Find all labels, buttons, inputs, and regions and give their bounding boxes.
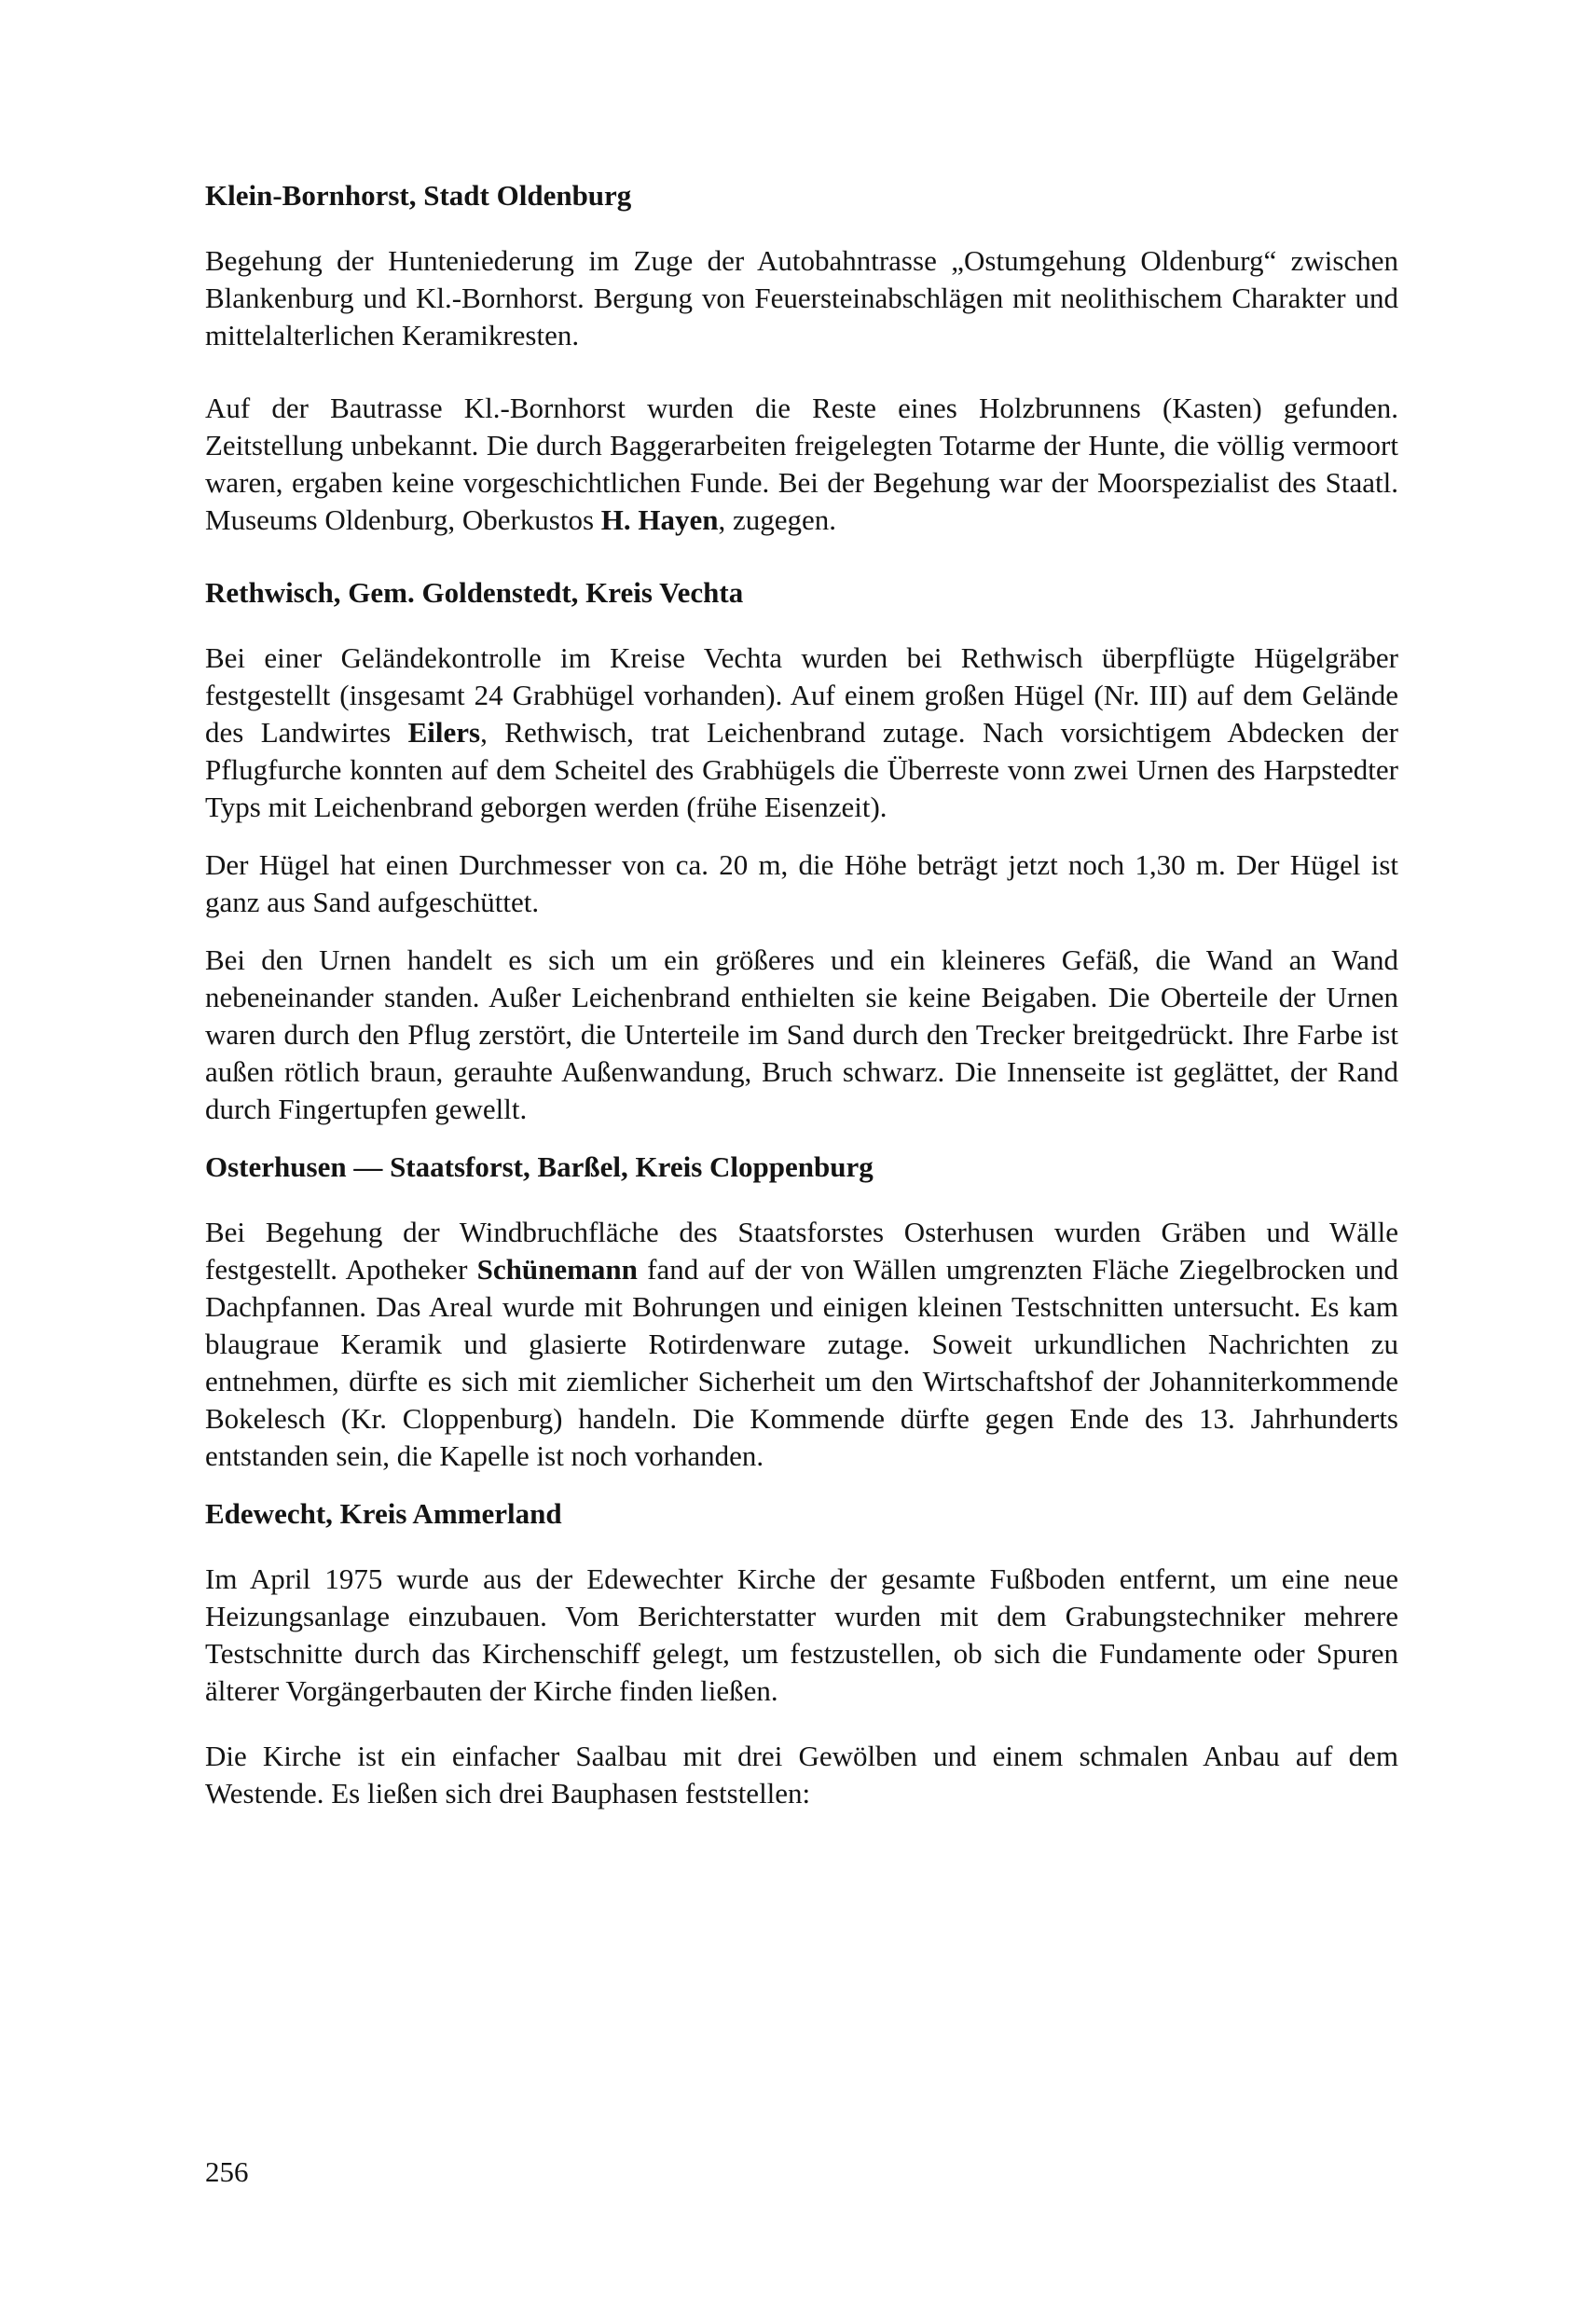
section-heading-edewecht: Edewecht, Kreis Ammerland: [205, 1497, 562, 1530]
paragraph-text: Auf der Bautrasse Kl.-Bornhorst wurden die Reste eines Holzbrunnens (Kasten) gefunden. Zeitstellung unbekannt. Die durch Baggerarbeiten freigelegten Totarme der Hunte, die völlig vermoort waren, ergaben keine vorgeschichtlichen Funde. Bei der Begehung war der Moorspezialist des Staatl. Museums Oldenburg, Oberkustos: [205, 392, 1398, 536]
paragraph: Der Hügel hat einen Durchmesser von ca. 20 m, die Höhe beträgt jetzt noch 1,30 m. Der Hügel ist ganz aus Sand aufgeschüttet.: [205, 848, 1398, 918]
paragraph: [205, 640, 1398, 826]
person-name: Schünemann: [476, 1253, 638, 1286]
paragraph: Bei den Urnen handelt es sich um ein größeres und ein kleineres Gefäß, die Wand an Wand nebeneinander standen. Außer Leichenbrand enthielten sie keine Beigaben. Die Oberteile der Urnen waren durch den Pflug zerstört, die Unterteile im Sand durch den Trecker breitgedrückt. Ihre Farbe ist außen rötlich braun, gerauhte Außenwandung, Bruch schwarz. Die Innenseite ist geglättet, der Rand durch Fingertupfen gewellt.: [205, 943, 1398, 1125]
page-body: [205, 177, 1398, 1812]
paragraph-text: Bei einer Geländekontrolle im Kreise Vechta wurden bei Rethwisch überpflügte Hügelgräber festgestellt (insgesamt 24 Grabhügel vorhanden). Auf einem großen Hügel (Nr. III) auf dem Gelände des Landwirtes: [205, 641, 1398, 749]
paragraph-text: Bei Begehung der Windbruchfläche des Staatsforstes Osterhusen wurden Gräben und Wälle festgestellt. Apotheker: [205, 1216, 1398, 1286]
person-name: H. Hayen: [600, 503, 719, 536]
paragraph-text: fand auf der von Wällen umgrenzten Fläche Ziegelbrocken und Dachpfannen. Das Areal wurde mit Bohrungen und einigen kleinen Testschnitten untersucht. Es kam blaugraue Keramik und glasierte Rotirdenware zutage. Soweit urkundlichen Nachrichten zu entnehmen, dürfte es sich mit ziemlicher Sicherheit um den Wirtschaftshof der Johanniterkommende Bokelesch (Kr. Cloppenburg) handeln. Die Kommende dürfte gegen Ende des 13. Jahrhunderts entstanden sein, die Kapelle ist noch vorhanden.: [205, 1253, 1399, 1472]
paragraph-text: , zugegen.: [718, 503, 837, 536]
section-heading-osterhusen: Osterhusen — Staatsforst, Barßel, Kreis Cloppenburg: [205, 1150, 874, 1183]
section-heading-rethwisch: Rethwisch, Gem. Goldenstedt, Kreis Vechta: [205, 576, 744, 609]
page-number: 256: [205, 2155, 249, 2188]
person-name: Eilers: [407, 716, 481, 749]
paragraph: [205, 1214, 1398, 1475]
paragraph: Begehung der Hunteniederung im Zuge der Autobahntrasse „Ostumgehung Oldenburg“ zwischen Blankenburg und Kl.-Bornhorst. Bergung von Feuersteinabschlägen mit neolithischem Charakter und mittelalterlichen Keramikresten.: [205, 244, 1398, 351]
paragraph: Im April 1975 wurde aus der Edewechter Kirche der gesamte Fußboden entfernt, um eine neue Heizungsanlage einzubauen. Vom Berichterstatter wurden mit dem Grabungstechniker mehrere Testschnitte durch das Kirchenschiff gelegt, um festzustellen, ob sich die Fundamente oder Spuren älterer Vorgängerbauten der Kirche finden ließen.: [205, 1562, 1398, 1707]
section-heading-klein-bornhorst: Klein-Bornhorst, Stadt Oldenburg: [205, 179, 632, 212]
paragraph: Die Kirche ist ein einfacher Saalbau mit drei Gewölben und einem schmalen Anbau auf dem Westende. Es ließen sich drei Bauphasen feststellen:: [205, 1740, 1398, 1810]
paragraph-text: , Rethwisch, trat Leichenbrand zutage. Nach vorsichtigem Abdecken der Pflugfurche konnten auf dem Scheitel des Grabhügels die Überreste vonn zwei Urnen des Harpstedter Typs mit Leichenbrand geborgen werden (frühe Eisenzeit).: [205, 716, 1399, 823]
paragraph: [205, 390, 1398, 539]
